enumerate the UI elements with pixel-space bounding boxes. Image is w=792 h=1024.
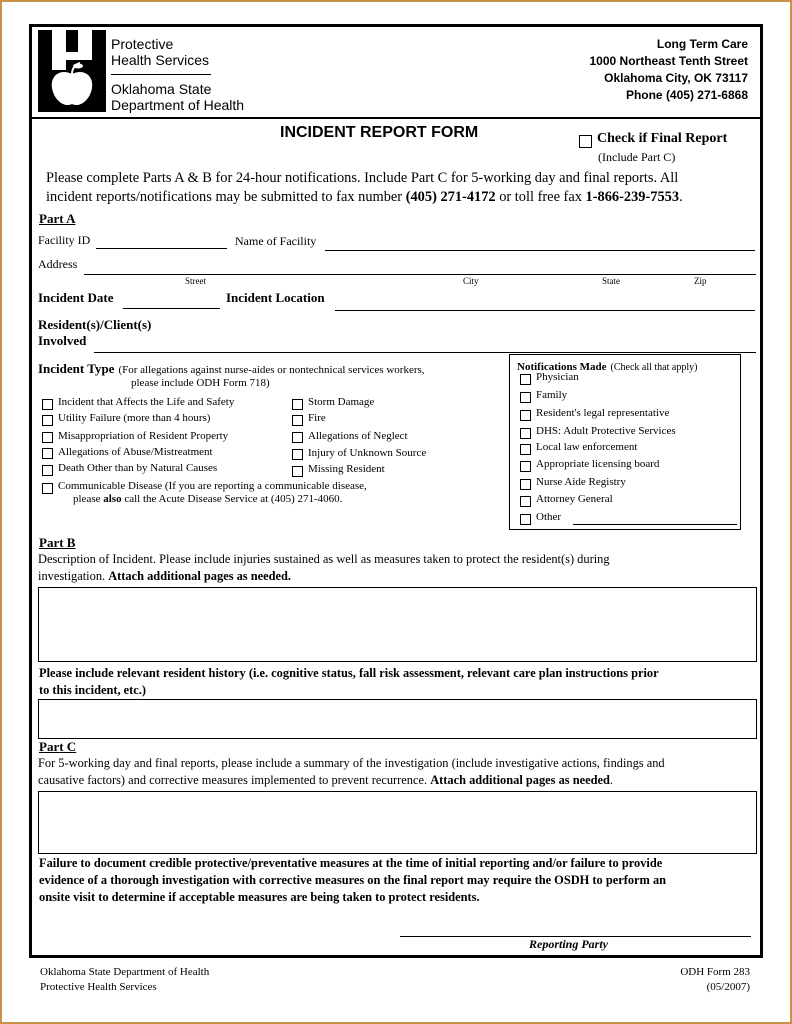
part-b-desc-a: investigation. [38, 569, 109, 583]
apple-state-icon [38, 30, 106, 112]
intro-line-2 [46, 189, 683, 206]
form-revision-date: (05/2007) [706, 981, 750, 993]
incident-description-field[interactable] [38, 587, 757, 662]
type-checkbox-neglect[interactable] [292, 432, 303, 443]
warning-line-1: Failure to document credible protective/preventative measures at the time of initial reporting and/or failure to provide [39, 856, 663, 870]
communicable-note-a: please [73, 493, 104, 505]
notify-label-licensing: Appropriate licensing board [536, 458, 660, 470]
agency-line-4: Department of Health [111, 97, 245, 113]
notify-other-field[interactable] [573, 524, 737, 525]
incident-date-field[interactable] [123, 308, 220, 309]
history-line-1: Please include relevant resident history (i.e. cognitive status, fall risk assessment, relevant care plan instructions prior [39, 666, 659, 680]
type-checkbox-abuse[interactable] [42, 448, 53, 459]
history-line-2: to this incident, etc.) [39, 683, 147, 697]
type-label-neglect: Allegations of Neglect [308, 430, 408, 442]
type-label-utility-failure: Utility Failure (more than 4 hours) [58, 412, 211, 424]
warning-line-2: evidence of a thorough investigation with corrective measures on the final report may require the OSDH to perform an [39, 873, 667, 887]
zip-caption: Zip [694, 276, 707, 286]
header-divider [32, 117, 760, 119]
notify-checkbox-legal-rep[interactable] [520, 410, 531, 421]
form-number: ODH Form 283 [680, 966, 750, 978]
final-report-checkbox[interactable] [579, 135, 592, 148]
incident-date-label: Incident Date [38, 290, 114, 305]
type-checkbox-misappropriation[interactable] [42, 432, 53, 443]
incident-type-label: Incident Type [38, 361, 115, 376]
type-label-misappropriation: Misappropriation of Resident Property [58, 430, 229, 442]
type-label-death: Death Other than by Natural Causes [58, 462, 218, 474]
communicable-note-b: call the Acute Disease Service at (405) 271-4060. [121, 493, 343, 505]
residents-label-line1: Resident(s)/Client(s) [38, 317, 152, 332]
part-c-attach-note: Attach additional pages as needed [430, 773, 610, 787]
notify-checkbox-licensing[interactable] [520, 461, 531, 472]
type-label-life-safety: Incident that Affects the Life and Safety [58, 396, 235, 408]
notify-label-family: Family [536, 389, 568, 401]
final-report-label: Check if Final Report [597, 131, 728, 146]
type-label-fire: Fire [308, 412, 326, 424]
residents-label-line2: Involved [38, 333, 87, 348]
facility-id-field[interactable] [96, 248, 227, 249]
type-label-abuse: Allegations of Abuse/Mistreatment [58, 446, 213, 458]
address-field[interactable] [84, 274, 756, 275]
form-title: INCIDENT REPORT FORM [280, 124, 479, 141]
part-c-line-2-end: . [609, 773, 613, 787]
address-line-3: Oklahoma City, OK 73117 [604, 71, 748, 85]
agency-line-3: Oklahoma State [111, 81, 212, 97]
notify-checkbox-dhs-aps[interactable] [520, 428, 531, 439]
part-b-heading: Part B [39, 535, 76, 550]
part-c-heading: Part C [39, 739, 77, 754]
notify-label-physician: Physician [536, 371, 579, 383]
type-checkbox-death[interactable] [42, 465, 53, 476]
agency-name-rule [111, 74, 211, 75]
state-caption: State [602, 276, 620, 286]
notify-checkbox-nurse-aide[interactable] [520, 479, 531, 490]
incident-type-note-2: please include ODH Form 718) [131, 377, 270, 389]
type-checkbox-communicable[interactable] [42, 483, 53, 494]
agency-line-1: Protective [111, 36, 174, 52]
notifications-title: Notifications Made [517, 361, 607, 373]
agency-line-2: Health Services [111, 52, 210, 68]
notify-checkbox-other[interactable] [520, 514, 531, 525]
street-caption: Street [185, 276, 206, 286]
agency-name-bottom [111, 81, 244, 113]
residents-field[interactable] [94, 352, 756, 353]
part-b-attach-note: Attach additional pages as needed. [108, 569, 291, 583]
type-checkbox-storm[interactable] [292, 399, 303, 410]
address-line-1: Long Term Care [656, 37, 748, 51]
address-label: Address [38, 257, 78, 271]
agency-address [590, 36, 749, 104]
notify-label-law-enforcement: Local law enforcement [536, 441, 638, 453]
notify-checkbox-family[interactable] [520, 392, 531, 403]
part-a-heading: Part A [39, 211, 76, 226]
reporting-party-label: Reporting Party [529, 937, 609, 951]
toll-free-fax: 1-866-239-7553 [585, 189, 680, 205]
notify-label-nurse-aide: Nurse Aide Registry [536, 476, 626, 488]
agency-logo [38, 30, 106, 112]
incident-type-note-1: (For allegations against nurse-aides or nontechnical services workers, [118, 364, 425, 376]
agency-name-top [111, 36, 209, 68]
footer-left [40, 965, 209, 995]
communicable-note-also: also [103, 493, 122, 505]
notify-label-other: Other [536, 511, 562, 523]
part-b-desc-line-2 [38, 569, 291, 584]
investigation-summary-field[interactable] [38, 791, 757, 854]
type-label-storm: Storm Damage [308, 396, 375, 408]
incident-location-label: Incident Location [226, 290, 325, 305]
fax-number: (405) 271-4172 [405, 189, 496, 205]
facility-name-field[interactable] [325, 250, 755, 251]
facility-name-label: Name of Facility [235, 234, 317, 248]
notify-checkbox-law-enforcement[interactable] [520, 444, 531, 455]
part-c-line-2 [38, 773, 613, 788]
type-checkbox-utility-failure[interactable] [42, 415, 53, 426]
notify-checkbox-physician[interactable] [520, 374, 531, 385]
incident-location-field[interactable] [335, 310, 755, 311]
resident-history-field[interactable] [38, 699, 757, 739]
part-c-line-1: For 5-working day and final reports, please include a summary of the investigation (include investigative actions, findings and [38, 756, 665, 770]
type-checkbox-missing[interactable] [292, 466, 303, 477]
type-checkbox-life-safety[interactable] [42, 399, 53, 410]
type-checkbox-fire[interactable] [292, 415, 303, 426]
warning-line-3: onsite visit to determine if acceptable measures are being taken to protect residents. [39, 890, 480, 904]
communicable-note [73, 493, 342, 505]
facility-id-label: Facility ID [38, 233, 91, 247]
residents-label [38, 317, 151, 349]
type-checkbox-injury-unknown[interactable] [292, 449, 303, 460]
notify-label-legal-rep: Resident's legal representative [536, 407, 670, 419]
notifications-note: (Check all that apply) [610, 362, 698, 373]
incident-type-heading [38, 360, 425, 378]
intro-text-a: incident reports/notifications may be submitted to fax number [46, 189, 406, 205]
footer-right [680, 965, 750, 995]
type-label-communicable: Communicable Disease (If you are reporting a communicable disease, [58, 480, 367, 492]
footer-left-line-2: Protective Health Services [40, 981, 157, 993]
final-report-note: (Include Part C) [598, 150, 676, 164]
intro-line-1: Please complete Parts A & B for 24-hour notifications. Include Part C for 5-working day and final reports. All [46, 170, 679, 186]
part-c-line-2-a: causative factors) and corrective measures implemented to prevent recurrence. [38, 773, 431, 787]
notify-label-attorney-general: Attorney General [536, 493, 613, 505]
type-label-injury-unknown: Injury of Unknown Source [308, 447, 427, 459]
intro-text-b: or toll free fax [495, 189, 586, 205]
notify-label-dhs-aps: DHS: Adult Protective Services [536, 425, 676, 437]
city-caption: City [463, 276, 479, 286]
address-line-2: 1000 Northeast Tenth Street [589, 54, 748, 68]
notify-checkbox-attorney-general[interactable] [520, 496, 531, 507]
address-line-4: Phone (405) 271-6868 [625, 88, 748, 102]
intro-end: . [679, 189, 683, 205]
footer-left-line-1: Oklahoma State Department of Health [40, 966, 210, 978]
type-label-missing: Missing Resident [308, 463, 385, 475]
part-b-desc-line-1: Description of Incident. Please include injuries sustained as well as measures taken to protect the resident(s) during [38, 552, 610, 566]
